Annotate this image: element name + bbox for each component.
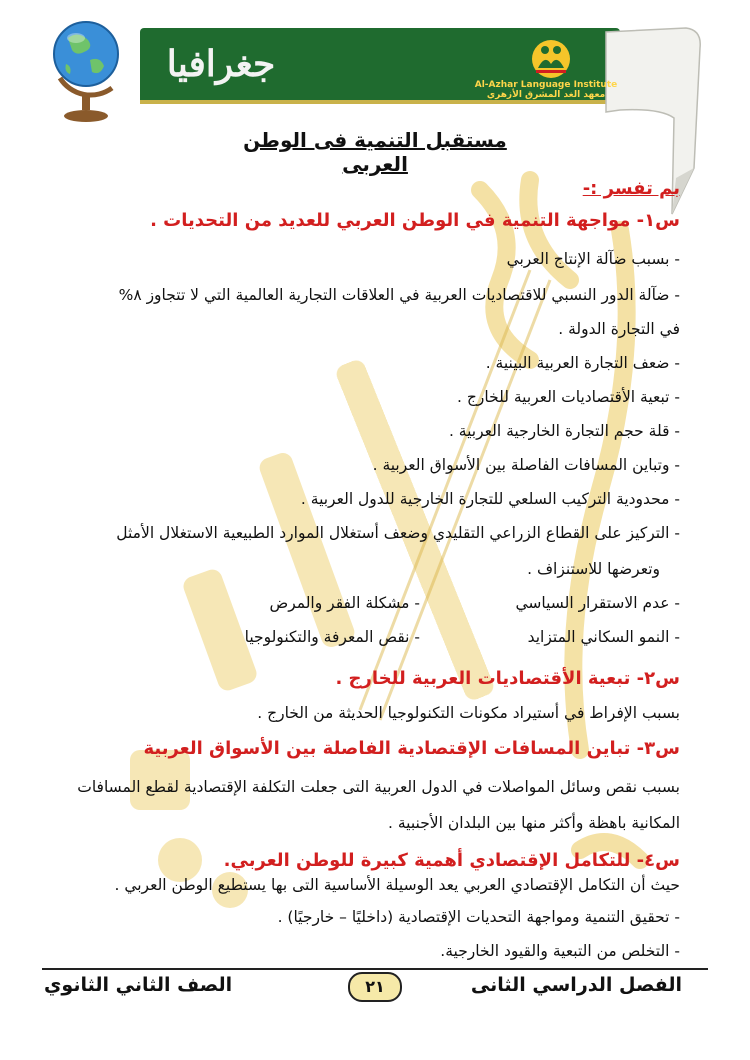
institute-name-ar: معهد الغد المشرق الأزهري — [486, 90, 606, 100]
question-1-title: س١- مواجهة التنمية في الوطن العربي للعديد من التحديات . — [150, 210, 680, 231]
q1-line-8: - محدودية التركيب السلعي للتجارة الخارجية للدول العربية . — [300, 490, 680, 508]
globe-icon — [46, 8, 124, 126]
page-number: ٢١ — [348, 972, 402, 1002]
footer-grade: الصف الثاني الثانوي — [44, 974, 233, 996]
q1-line-6: - قلة حجم التجارة الخارجية العربية . — [448, 422, 680, 440]
q1-line-5: - تبعية الأقتصاديات العربية للخارج . — [457, 388, 680, 406]
q1-line-1: - بسبب ضآلة الإنتاج العربي — [506, 250, 680, 268]
q3-line-1: بسبب نقص وسائل المواصلات في الدول العربية التى جعلت التكلفة الإقتصادية لقطع المسافات — [77, 778, 680, 796]
q2-line-1: بسبب الإفراط في أستيراد مكونات التكنولوجيا الحديثة من الخارج . — [257, 704, 680, 722]
institute-logo-icon — [528, 38, 574, 80]
q1-pair-1-left: - مشكلة الفقر والمرض — [269, 594, 420, 612]
banner-stripe — [140, 100, 620, 104]
q1-line-4: - ضعف التجارة العربية البينية . — [485, 354, 680, 372]
q4-line-3: - التخلص من التبعية والقيود الخارجية. — [440, 942, 680, 960]
lesson-title: مستقبل التنمية فى الوطن العربى — [243, 128, 507, 176]
q1-line-10: وتعرضها للاستنزاف . — [527, 560, 660, 578]
q1-line-7: - وتباين المسافات الفاصلة بين الأسواق العربية . — [372, 456, 680, 474]
question-2-title: س٢- تبعية الأقتصاديات العربية للخارج . — [335, 668, 680, 689]
q1-line-3: في التجارة الدولة . — [558, 320, 680, 338]
question-4-title: س٤- للتكامل الإقتصادي أهمية كبيرة للوطن العربي. — [223, 850, 680, 871]
footer-term: الفصل الدراسي الثانى — [470, 974, 682, 996]
section-label: بم تفسر :- — [582, 178, 680, 199]
footer-rule — [42, 968, 708, 970]
q1-pair-2-right: - النمو السكاني المتزايد — [527, 628, 680, 646]
q3-line-2: المكانية باهظة وأكثر منها بين البلدان الأجنبية . — [388, 814, 680, 832]
subject-title: جغرافيا — [166, 43, 276, 85]
question-3-title: س٣- تباين المسافات الإقتصادية الفاصلة بين الأسواق العربية — [143, 738, 680, 759]
q1-line-9: - التركيز على القطاع الزراعي التقليدي وضعف أستغلال الموارد الطبيعية الاستغلال الأمثل — [116, 524, 680, 542]
q4-line-1: حيث أن التكامل الإقتصادي العربي يعد الوسيلة الأساسية التى بها يستطيع الوطن العربي . — [114, 876, 680, 894]
institute-name-en: Al-Azhar Language Institute — [474, 80, 618, 90]
q1-pair-1-right: - عدم الاستقرار السياسي — [515, 594, 680, 612]
q1-pair-2-left: - نقص المعرفة والتكنولوجيا — [244, 628, 420, 646]
q4-line-2: - تحقيق التنمية ومواجهة التحديات الإقتصادية (داخليًا – خارجيًا) . — [277, 908, 680, 926]
q1-line-2: - ضآلة الدور النسبي للاقتصاديات العربية في العلاقات التجارية العالمية التي لا تتجاوز ٨% — [118, 286, 680, 304]
